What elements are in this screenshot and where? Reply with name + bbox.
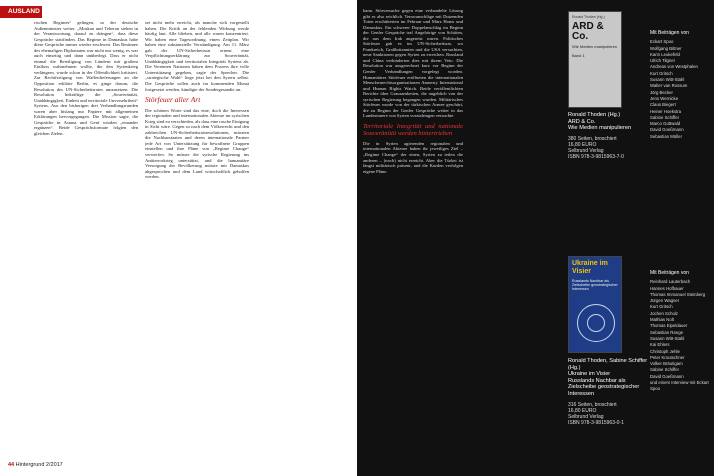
article-column-2 [145,20,249,450]
book-name: Ukraine im Visier [568,371,611,378]
column-text: kann. Störversuche gegen eine verhandelte Lösung gibt es also reichlich. Terroranschläge mit Dutzenden Toten erschütterten im Februar und März Homs und Damaskus. Ein schwerer Doppelanschlag im Beginn der Genfer Gespräche traf Angehörige von Schiiten, die aus dem Irak angereist waren. Politisches Störfeuer gab es im UN-Sicherheitsrat, wo Frankreich, Großbritannien und die USA versuchten, neue Sanktionen gegen Syrien zu erreichen. Russland und China verhinderten dies mit ihrem Veto. Die Resolution war ausgerechnet kurz vor Beginn der Genfer Verhandlungen vorgelegt worden. Humanitäres Störfeuer eröffneten die internationalen Menschenrechtsorganisationen Amnesty International und Human Rights Watch. Beide veröffentlichten Berichte über Grausamkeiten, die angeblich von der syrischen Regierung begangen wurden. Militärisches Störfeuer wurde von der türkischen Armee geschürt, die zu Beginn der Genfer Gespräche weiter in das Landesinnere von Syrien vorzudringen versuchte. [363,8,463,119]
contributor-name: Hannes Hofbauer [650,285,684,291]
contrib-list [650,279,712,380]
contrib-foot: und einem Interview mit Eckart Spoo [650,380,709,392]
target-icon [577,304,615,342]
issue-label: Hintergrund 2/2017 [15,462,63,468]
book-editor: Ronald Thoden (Hg.) [568,112,621,118]
contributor-name: Jens Wernicke [650,95,679,101]
book-price: 16,80 EURO [568,407,597,414]
book-desc: Russlands Nachbar als Zielscheibe geostrategischer Interessen [568,377,640,397]
contributor-name: Eckart Spoo [650,39,674,45]
cover-band: Band 1 [572,53,585,58]
contributor-name: Marco Gottwald [650,121,681,127]
page-number: 44 [8,462,15,468]
contributor-name: Thomas Immanuel Steinberg [650,291,706,297]
contributor-name: Sabine Schiffer [650,367,680,373]
contributor-name: Peter Kroutschner [650,354,685,360]
cover-title: ARD & Co. [572,21,604,42]
book-pages: 316 Seiten, broschiert [568,401,617,408]
contributor-name: Walter van Rossum [650,83,688,89]
column-text: Die schönen Worte sind das eine, doch die Interessen der regionalen und internationalen Akteure im syrischen Krieg sind zu verschieden, als dass eine rasche Einigung in Sicht wäre. Gegen so nach dem Völkerrecht und den zahlreichen UN-Sicherheitsratsresolutionen, müssten die Nachbarstaaten und deren internationale Partner jede Art von Unterstützung für bewaffnete Gruppen einstellen und ihre Pläne von „Regime Change“ verwerfen. So müsste die syrische Regierung ins Antiterrorkrieg unterstützt, und die humanitäre Versorgung der Bevölkerung müsste mit Damaskus abgesprochen und dem Land wirtschaftlich geholfen werden. [145,107,249,180]
contrib-heading: Mit Beiträgen von [650,30,689,36]
cover-title: Ukraine im Visier [572,260,608,275]
contributor-name: Sabine Schiffer [650,114,680,120]
contributor-name: Ulrich Tilgner [650,58,676,64]
contributor-name: Sebastian Müller [650,133,683,139]
cover-subtitle: Russlands Nachbar als Zielscheibe geostrategischer Interessen [572,279,618,291]
book-publisher: Selbrund Verlag [568,413,604,420]
cover-subtitle: Wie Medien manipulieren [572,44,618,49]
contributors-ard [650,30,712,140]
book-cover-ukraine[interactable] [568,256,622,353]
cover-publisher: Ronald Thoden (Hg.) [572,15,605,19]
subheading: Störfeuer aller Art [145,95,201,105]
column-text: sei nicht mehr erreicht, als manche sich vorgestellt haben. Die Kritik an der fehlenden Wirkung werde häufig laut. Alle blieben, und alle waren konzentriert. Wir haben eine Tagesordnung, einen Zeitplan. Wir haben eine substanzielle Verständigung. Am 11. März gab der UN-Sicherheitsrat erneut eine Verpflichtungserklärung zur Souveränität, Unabhängigkeit und territorialen Integrität Syriens ab. Die Vereinten Nationen hätten dem Prozess ihre volle Unterstützung gegeben, sagte der Sprecher. Die „strategische Wahl“ liege jetzt bei den Syrern selbst. Die Gespräche sollen auch im kommenden Monat fortgesetzt werden, kündigte der Sondergesandte an. [145,20,249,92]
contributor-name: Kurt Gritsch [650,304,673,310]
contributor-name: Jochen Scholz [650,310,678,316]
book-pages: 380 Seiten, broschiert [568,135,617,142]
contributor-name: Reinhard Lauterbach [650,279,691,285]
book-isbn: ISBN 978-3-9815963-0-1 [568,419,624,426]
book-cover-ard[interactable] [568,11,622,108]
book-price: 16,80 EURO [568,141,597,148]
article-column-1 [34,20,138,450]
contributor-name: Christoph Jehle [650,348,680,354]
subheading: Territoriale Integrität und nationale Souveränität werden hintertrieben [363,122,463,138]
contributor-name: Thomas Eipeldauer [650,323,688,329]
contributor-name: Heiner Hoekstra [650,108,682,114]
contributor-name: David Goeßmann [650,127,684,133]
contributor-name: David Goeßmann [650,373,684,379]
section-tag: AUSLAND [0,6,42,18]
column-text: Die in Syrien agierenden regionalen und internationalen Akteure haben ihr jeweiliges Ziel – „Regime Change“ der einen, Syrien zu teilen die anderen – (noch) nicht erreicht. Aber die Türkei ist längst militärisch präsent, und die Kurden verfolgen eigene Pläne. [363,140,463,174]
book-isbn: ISBN 978-3-9815963-7-0 [568,153,624,160]
contributor-name: Susann Witt-Stahl [650,77,685,83]
contributor-name: Karin Leukefeld [650,51,680,57]
contributor-name: Jörg Becker [650,89,673,95]
book-info-ukraine [568,358,648,426]
contributor-name: Andreas von Westphalen [650,64,698,70]
article-column-3 [363,8,463,448]
column-text: rischen Regimes“ gelingen, so der deutsche Außenminister weiter. „Moskau und Teheran stehen in der Verantwortung, darauf zu drängen“, dass diese Gespräche stattfinden. Das Regime in Damaskus habe diese Gespräche immer wieder erschwert. Das Resümee des ehemaligen Diplomaten war nicht nur wenig, es war auch einseitig und dann unüberlegt. Dass er nicht einmal die Beteiligung von Ländern mit großem Einfluss wahrnehmen wollte, die den Syrienkrieg verlängern, wurde schon in der Öffentlichkeit kritisiert. Zur Rechtfertigung von Waffenlieferungen an die Opposition erklärte Berlin, es ginge darum, die Resolution des UN-Sicherheitsrates umzusetzen. Die Resolution bekräftige die „Souveränität, Unabhängigkeit, Einheit und territoriale Unversehrtheit“ Syriens. Aus den bisherigen drei Verhandlungsrunden waren aber bislang nur Papiere mit allgemeinen Erklärungen hervorgegangen. Die Mission sagte, die Gespräche in Astana und Genf würden „einander ergänzen“. Beide Gesprächsformate folgten den gleichen Zielen. [34,20,138,136]
contrib-list [650,39,712,140]
contributor-name: Sebastian Range [650,329,683,335]
contributor-name: Claus Biegert [650,102,676,108]
contributors-ukraine [650,270,712,393]
book-name: ARD & Co. [568,118,596,125]
contributor-name: Kai Ehlers [650,342,670,348]
book-info-ard [568,112,638,160]
contrib-heading: Mit Beiträgen von [650,270,689,276]
book-publisher: Selbrund Verlag [568,147,604,154]
contributor-name: Jürgen Wagner [650,298,680,304]
contributor-name: Mathias Nolt [650,317,674,323]
book-editor: Ronald Thoden, Sabine Schiffer (Hg.) [568,358,648,371]
contributor-name: Susann Witt-Stahl [650,335,685,341]
book-desc: Wie Medien manipulieren [568,125,632,132]
contributor-name: Wolfgang Bittner [650,45,682,51]
contributor-name: Kurt Gritsch [650,70,673,76]
page-folio [8,462,63,468]
contributor-name: Volker Bräutigam [650,361,683,367]
